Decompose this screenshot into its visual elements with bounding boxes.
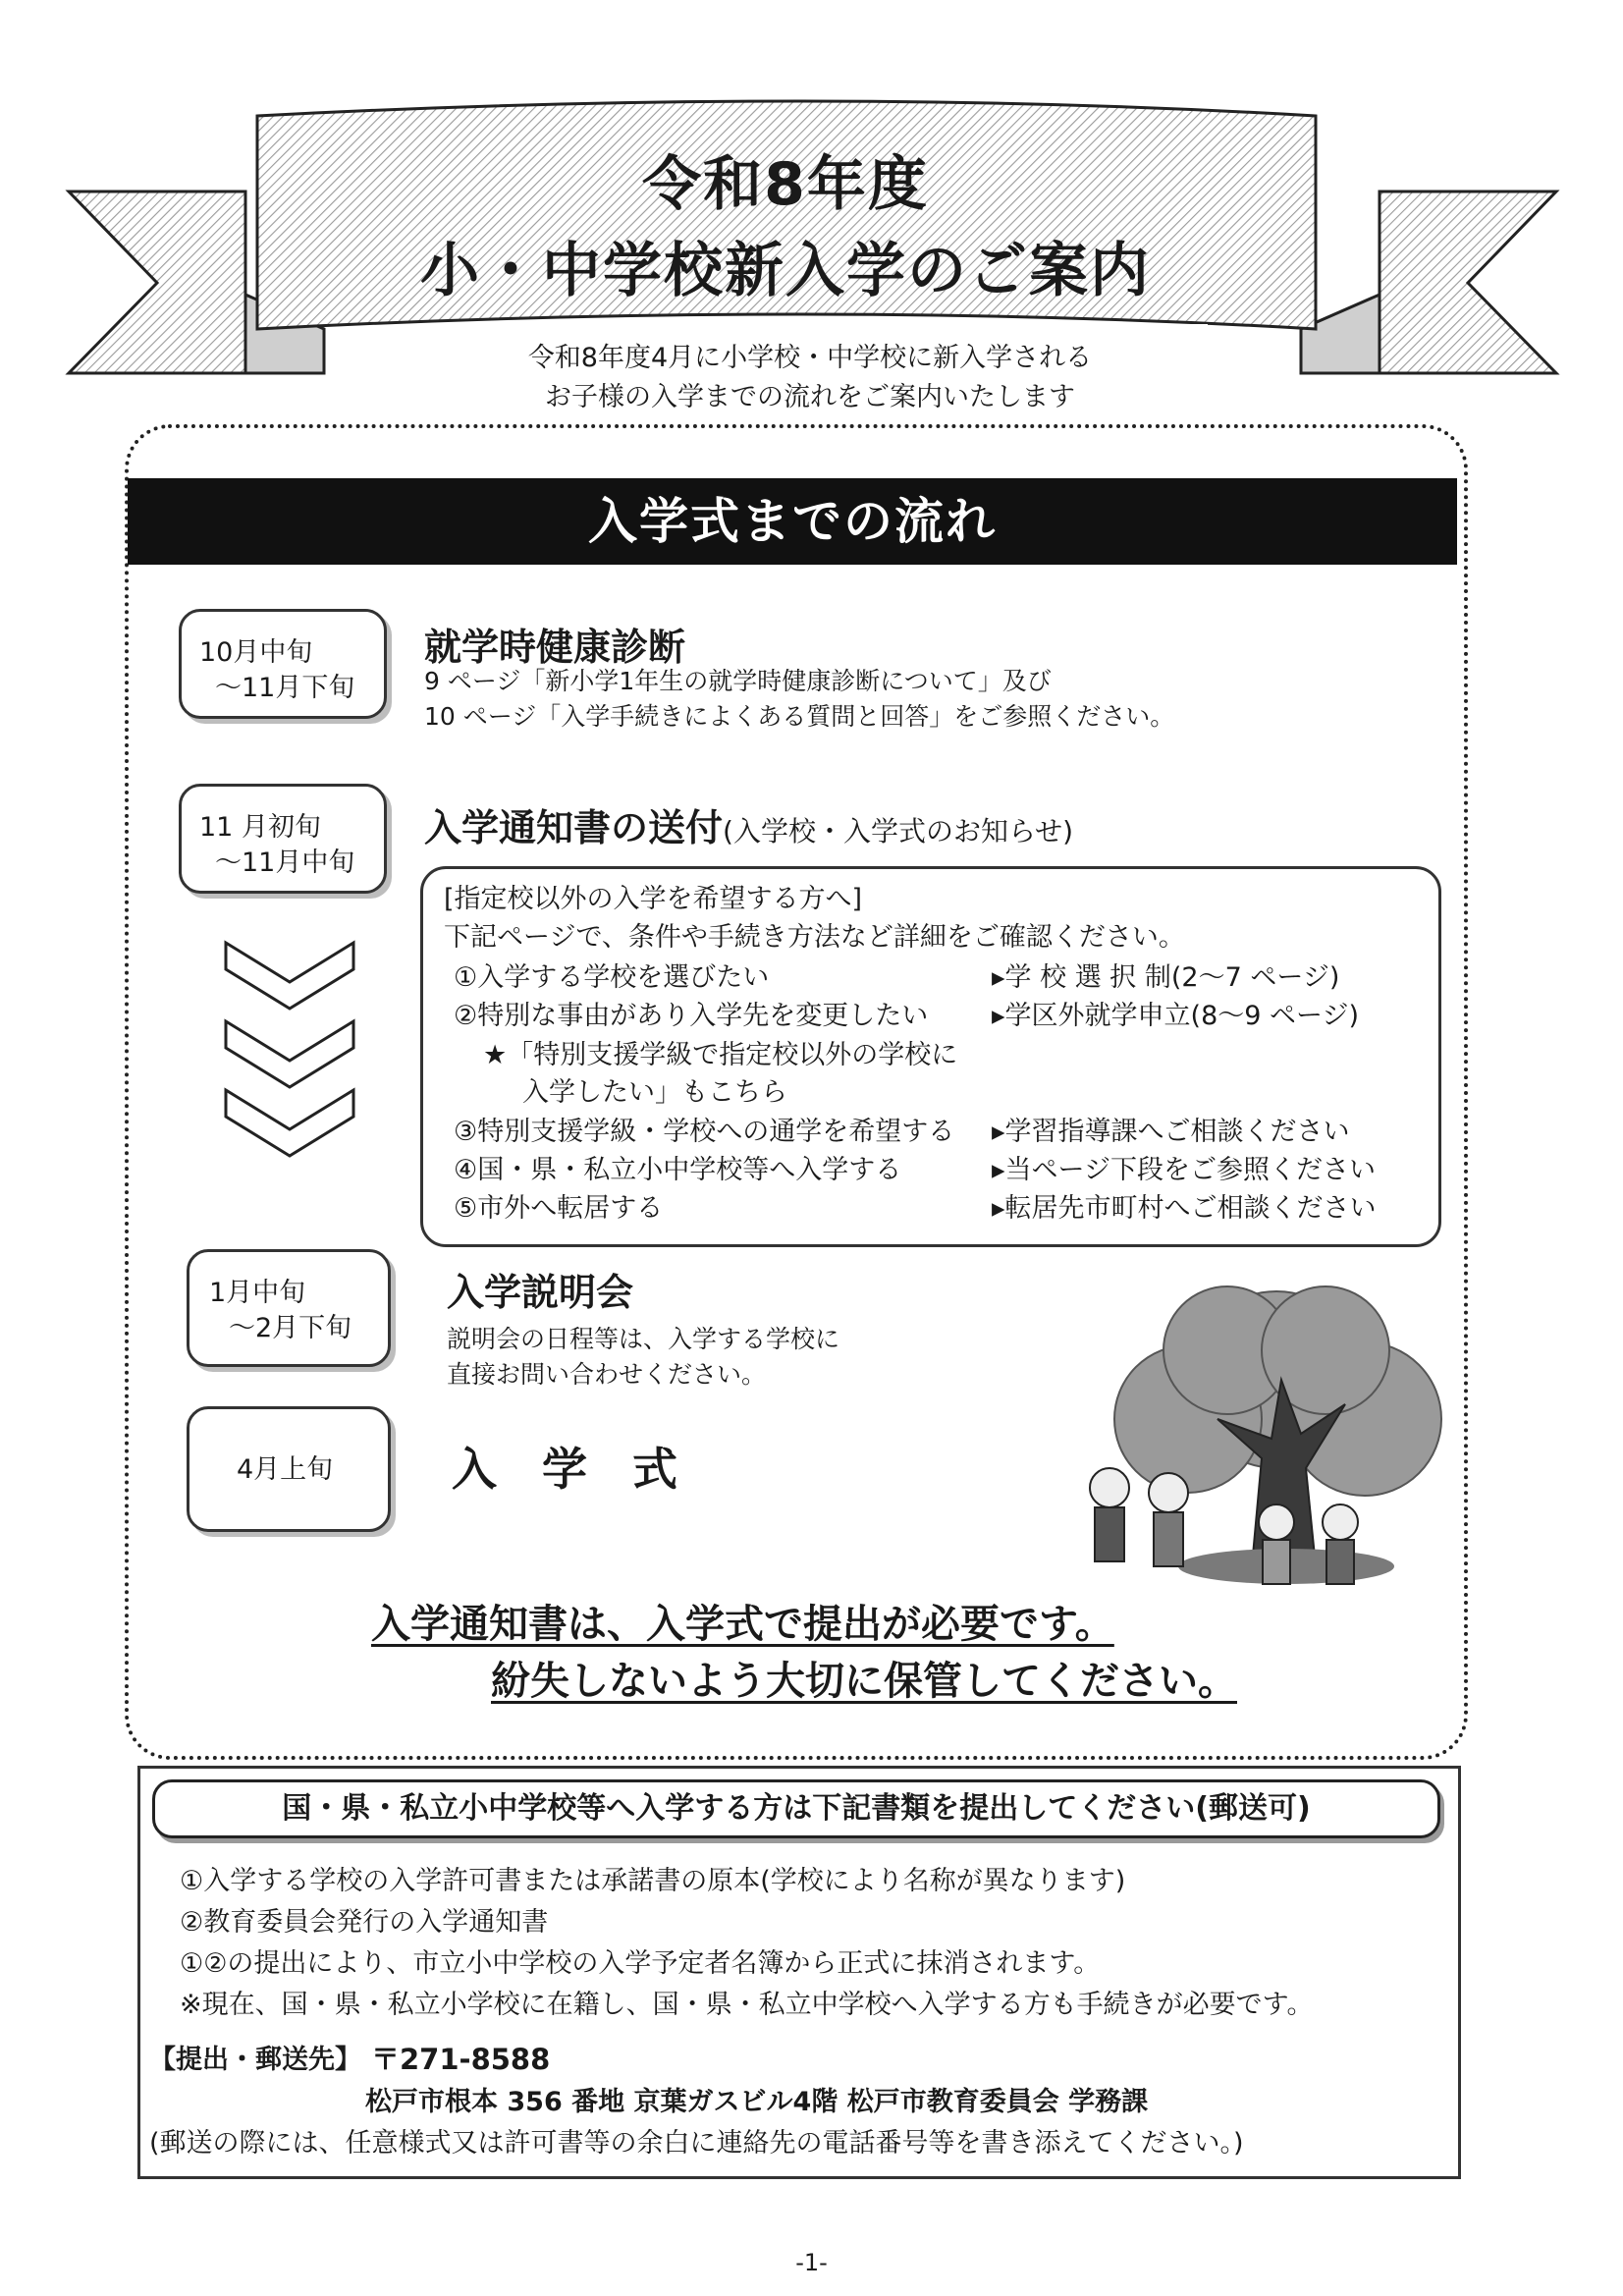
- info-heading: [指定校以外の入学を希望する方へ]: [444, 884, 863, 914]
- chevron-down-icon: [226, 1090, 353, 1156]
- info-item-right: ▸学習指導課へご相談ください: [992, 1117, 1350, 1147]
- doc-line: ②教育委員会発行の入学通知書: [180, 1907, 549, 1938]
- doc-line: ※現在、国・県・私立小学校に在籍し、国・県・私立中学校へ入学する方も手続きが必要です。: [180, 1990, 1314, 2020]
- info-item-left: ④国・県・私立小中学校等へ入学する: [454, 1155, 902, 1185]
- step1-text-line1: 9 ページ「新小学1年生の就学時健康診断について」及び: [424, 667, 1052, 695]
- step2-title-note: (入学校・入学式のお知らせ): [723, 815, 1074, 847]
- ribbon-right-tail: [1380, 191, 1556, 373]
- chevron-down-icon: [226, 943, 353, 1009]
- step4-title: 入 学 式: [452, 1443, 677, 1496]
- date-step3-line1: 1月中旬: [209, 1278, 306, 1308]
- step1-title: 就学時健康診断: [424, 626, 686, 669]
- banner-title-line2: 小・中学校新入学のご案内: [420, 237, 1151, 305]
- banner-subtitle-line2: お子様の入学までの流れをご案内いたします: [545, 382, 1075, 412]
- doc-line: ①入学する学校の入学許可書または承諾書の原本(学校により名称が異なります): [180, 1866, 1126, 1896]
- banner-title-line1: 令和8年度: [642, 150, 929, 219]
- step3-text-line2: 直接お問い合わせください。: [447, 1360, 767, 1389]
- info-item-left: ⑤市外へ転居する: [454, 1193, 664, 1224]
- date-step1-line1: 10月中旬: [199, 637, 313, 668]
- submit-label: 【提出・郵送先】: [149, 2045, 361, 2075]
- info-item-left: ①入学する学校を選びたい: [454, 962, 770, 993]
- date-box-step4: [187, 1406, 391, 1532]
- date-step4-line1: 4月上旬: [237, 1454, 334, 1485]
- date-step2-line2: ～11月中旬: [215, 847, 355, 878]
- info-item-right: ▸学 校 選 択 制(2～7 ページ): [992, 962, 1340, 993]
- doc-line: ①②の提出により、市立小中学校の入学予定者名簿から正式に抹消されます。: [180, 1948, 1101, 1979]
- step1-text-line2: 10 ページ「入学手続きによくある質問と回答」をご参照ください。: [424, 702, 1175, 731]
- flow-section-header: 入学式までの流れ: [128, 478, 1457, 565]
- date-box-step2: [179, 784, 387, 894]
- address: 松戸市根本 356 番地 京葉ガスビル4階 松戸市教育委員会 学務課: [365, 2087, 1149, 2117]
- info-item-right: ▸転居先市町村へご相談ください: [992, 1193, 1377, 1224]
- tree-illustration: [1080, 1272, 1473, 1615]
- documents-section-header: 国・県・私立小中学校等へ入学する方は下記書類を提出してください(郵送可): [152, 1779, 1440, 1838]
- chevron-down-icon: [226, 1021, 353, 1087]
- mail-note: (郵送の際には、任意様式又は許可書等の余白に連絡先の電話番号等を書き添えてください。): [149, 2128, 1244, 2159]
- step3-text-line1: 説明会の日程等は、入学する学校に: [447, 1325, 840, 1353]
- info-item-right: ▸当ページ下段をご参照ください: [992, 1155, 1377, 1185]
- step2-title-main: 入学通知書の送付: [424, 806, 724, 849]
- ribbon-left-tail: [69, 191, 245, 373]
- postal-code: 〒271-8588: [371, 2043, 551, 2076]
- step2-title: [424, 797, 1073, 851]
- info-intro: 下記ページで、条件や手続き方法など詳細をご確認ください。: [444, 922, 1185, 953]
- notice-line1: 入学通知書は、入学式で提出が必要です。: [371, 1602, 1114, 1647]
- date-box-step3: [187, 1249, 391, 1367]
- step3-title: 入学説明会: [447, 1271, 634, 1314]
- date-step2-line1: 11 月初旬: [199, 812, 321, 843]
- banner-subtitle-line1: 令和8年度4月に小学校・中学校に新入学される: [527, 343, 1093, 373]
- notice-line2: 紛失しないよう大切に保管してください。: [491, 1659, 1237, 1704]
- page-number: -1-: [795, 2249, 828, 2276]
- info-item-left: 入学したい」もこちら: [522, 1077, 787, 1108]
- info-item-left: ②特別な事由があり入学先を変更したい: [454, 1001, 929, 1031]
- date-step1-line2: ～11月下旬: [215, 673, 355, 703]
- info-item-left: ★「特別支援学級で指定校以外の学校に: [483, 1040, 958, 1070]
- date-step3-line2: ～2月下旬: [229, 1313, 352, 1343]
- flow-chevron-arrows: [221, 938, 358, 1164]
- info-item-right: ▸学区外就学申立(8～9 ページ): [992, 1001, 1360, 1031]
- date-box-step1: [179, 609, 387, 719]
- info-item-left: ③特別支援学級・学校への通学を希望する: [454, 1117, 955, 1147]
